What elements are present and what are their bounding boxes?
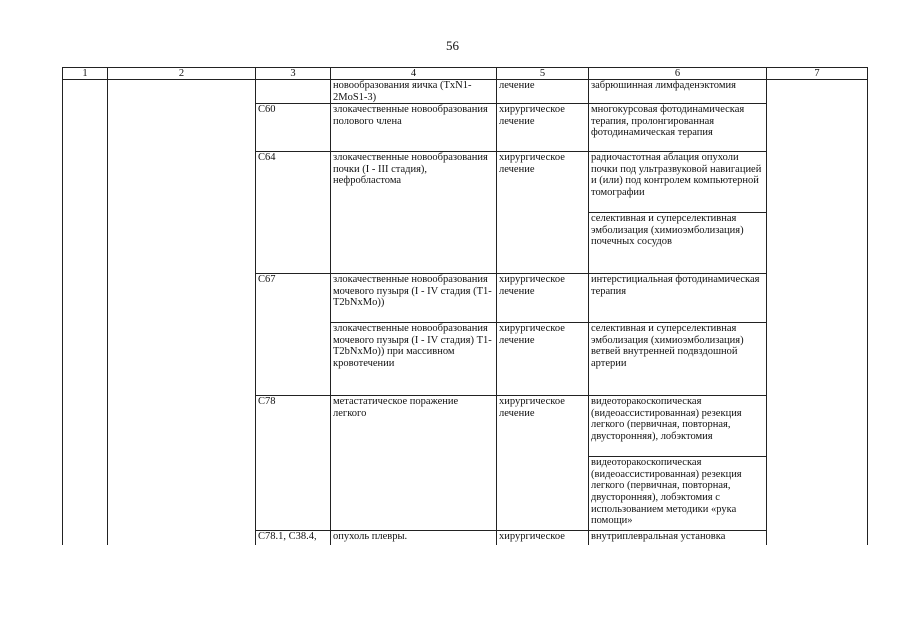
table-cell-treatment-type: хирургическое лечение xyxy=(497,274,589,323)
table-cell-method: видеоторакоскопическая (видеоассистированная) резекция легкого (первичная, повторная, двусторонняя), лобэктомия с использованием методики «рука помощи» xyxy=(589,457,767,531)
column-header: 3 xyxy=(256,68,331,80)
table-cell-code: C64 xyxy=(256,152,331,274)
column-header: 7 xyxy=(767,68,868,80)
table-cell-code: C78.1, C38.4, xyxy=(256,531,331,546)
column-header: 4 xyxy=(331,68,497,80)
table-cell-method: забрюшинная лимфаденэктомия xyxy=(589,80,767,104)
table-cell-diagnosis: злокачественные новообразования мочевого пузыря (I - IV стадия) T1-T2bNxMo)) при массивном кровотечении xyxy=(331,323,497,396)
table-cell-method: интерстициальная фотодинамическая терапия xyxy=(589,274,767,323)
table-header-row xyxy=(63,68,868,80)
table-cell-col7 xyxy=(767,80,868,546)
table-cell-diagnosis: злокачественные новообразования мочевого пузыря (I - IV стадия (T1-T2bNxMo)) xyxy=(331,274,497,323)
column-header: 1 xyxy=(63,68,108,80)
table-cell-diagnosis: метастатическое поражение легкого xyxy=(331,396,497,531)
table-cell-treatment-type: хирургическое лечение xyxy=(497,152,589,274)
page-number: 56 xyxy=(446,38,459,53)
table-cell-method: селективная и суперселективная эмболизация (химиоэмболизация) ветвей внутренней подвздошной артерии xyxy=(589,323,767,396)
table-cell-code: C67 xyxy=(256,274,331,396)
table-cell-treatment-type: хирургическое xyxy=(497,531,589,546)
table-cell-diagnosis: злокачественные новообразования почки (I - III стадия), нефробластома xyxy=(331,152,497,274)
procedures-table xyxy=(62,67,868,545)
table-cell-diagnosis: злокачественные новообразования полового члена xyxy=(331,104,497,152)
table-cell-col2 xyxy=(108,80,256,546)
table-cell-method: селективная и суперселективная эмболизация (химиоэмболизация) почечных сосудов xyxy=(589,213,767,274)
column-header: 5 xyxy=(497,68,589,80)
table-cell-col1 xyxy=(63,80,108,546)
table-cell-method: многокурсовая фотодинамическая терапия, пролонгированная фотодинамическая терапия xyxy=(589,104,767,152)
table-cell-treatment-type: хирургическое лечение xyxy=(497,104,589,152)
table-cell-method: видеоторакоскопическая (видеоассистированная) резекция легкого (первичная, повторная, двусторонняя), лобэктомия xyxy=(589,396,767,457)
table-cell-treatment-type: хирургическое лечение xyxy=(497,396,589,531)
table-cell-code xyxy=(256,80,331,104)
table-cell-code: C78 xyxy=(256,396,331,531)
column-header: 2 xyxy=(108,68,256,80)
table-cell-diagnosis: новообразования яичка (TxN1-2MoS1-3) xyxy=(331,80,497,104)
table-cell-treatment-type: хирургическое лечение xyxy=(497,323,589,396)
table-cell-code: C60 xyxy=(256,104,331,152)
table-row xyxy=(63,80,868,104)
table-cell-treatment-type: лечение xyxy=(497,80,589,104)
table-cell-method: внутриплевральная установка xyxy=(589,531,767,546)
column-header: 6 xyxy=(589,68,767,80)
table-cell-method: радиочастотная аблация опухоли почки под ультразвуковой навигацией и (или) под контролем компьютерной томографии xyxy=(589,152,767,213)
table-cell-diagnosis: опухоль плевры. xyxy=(331,531,497,546)
